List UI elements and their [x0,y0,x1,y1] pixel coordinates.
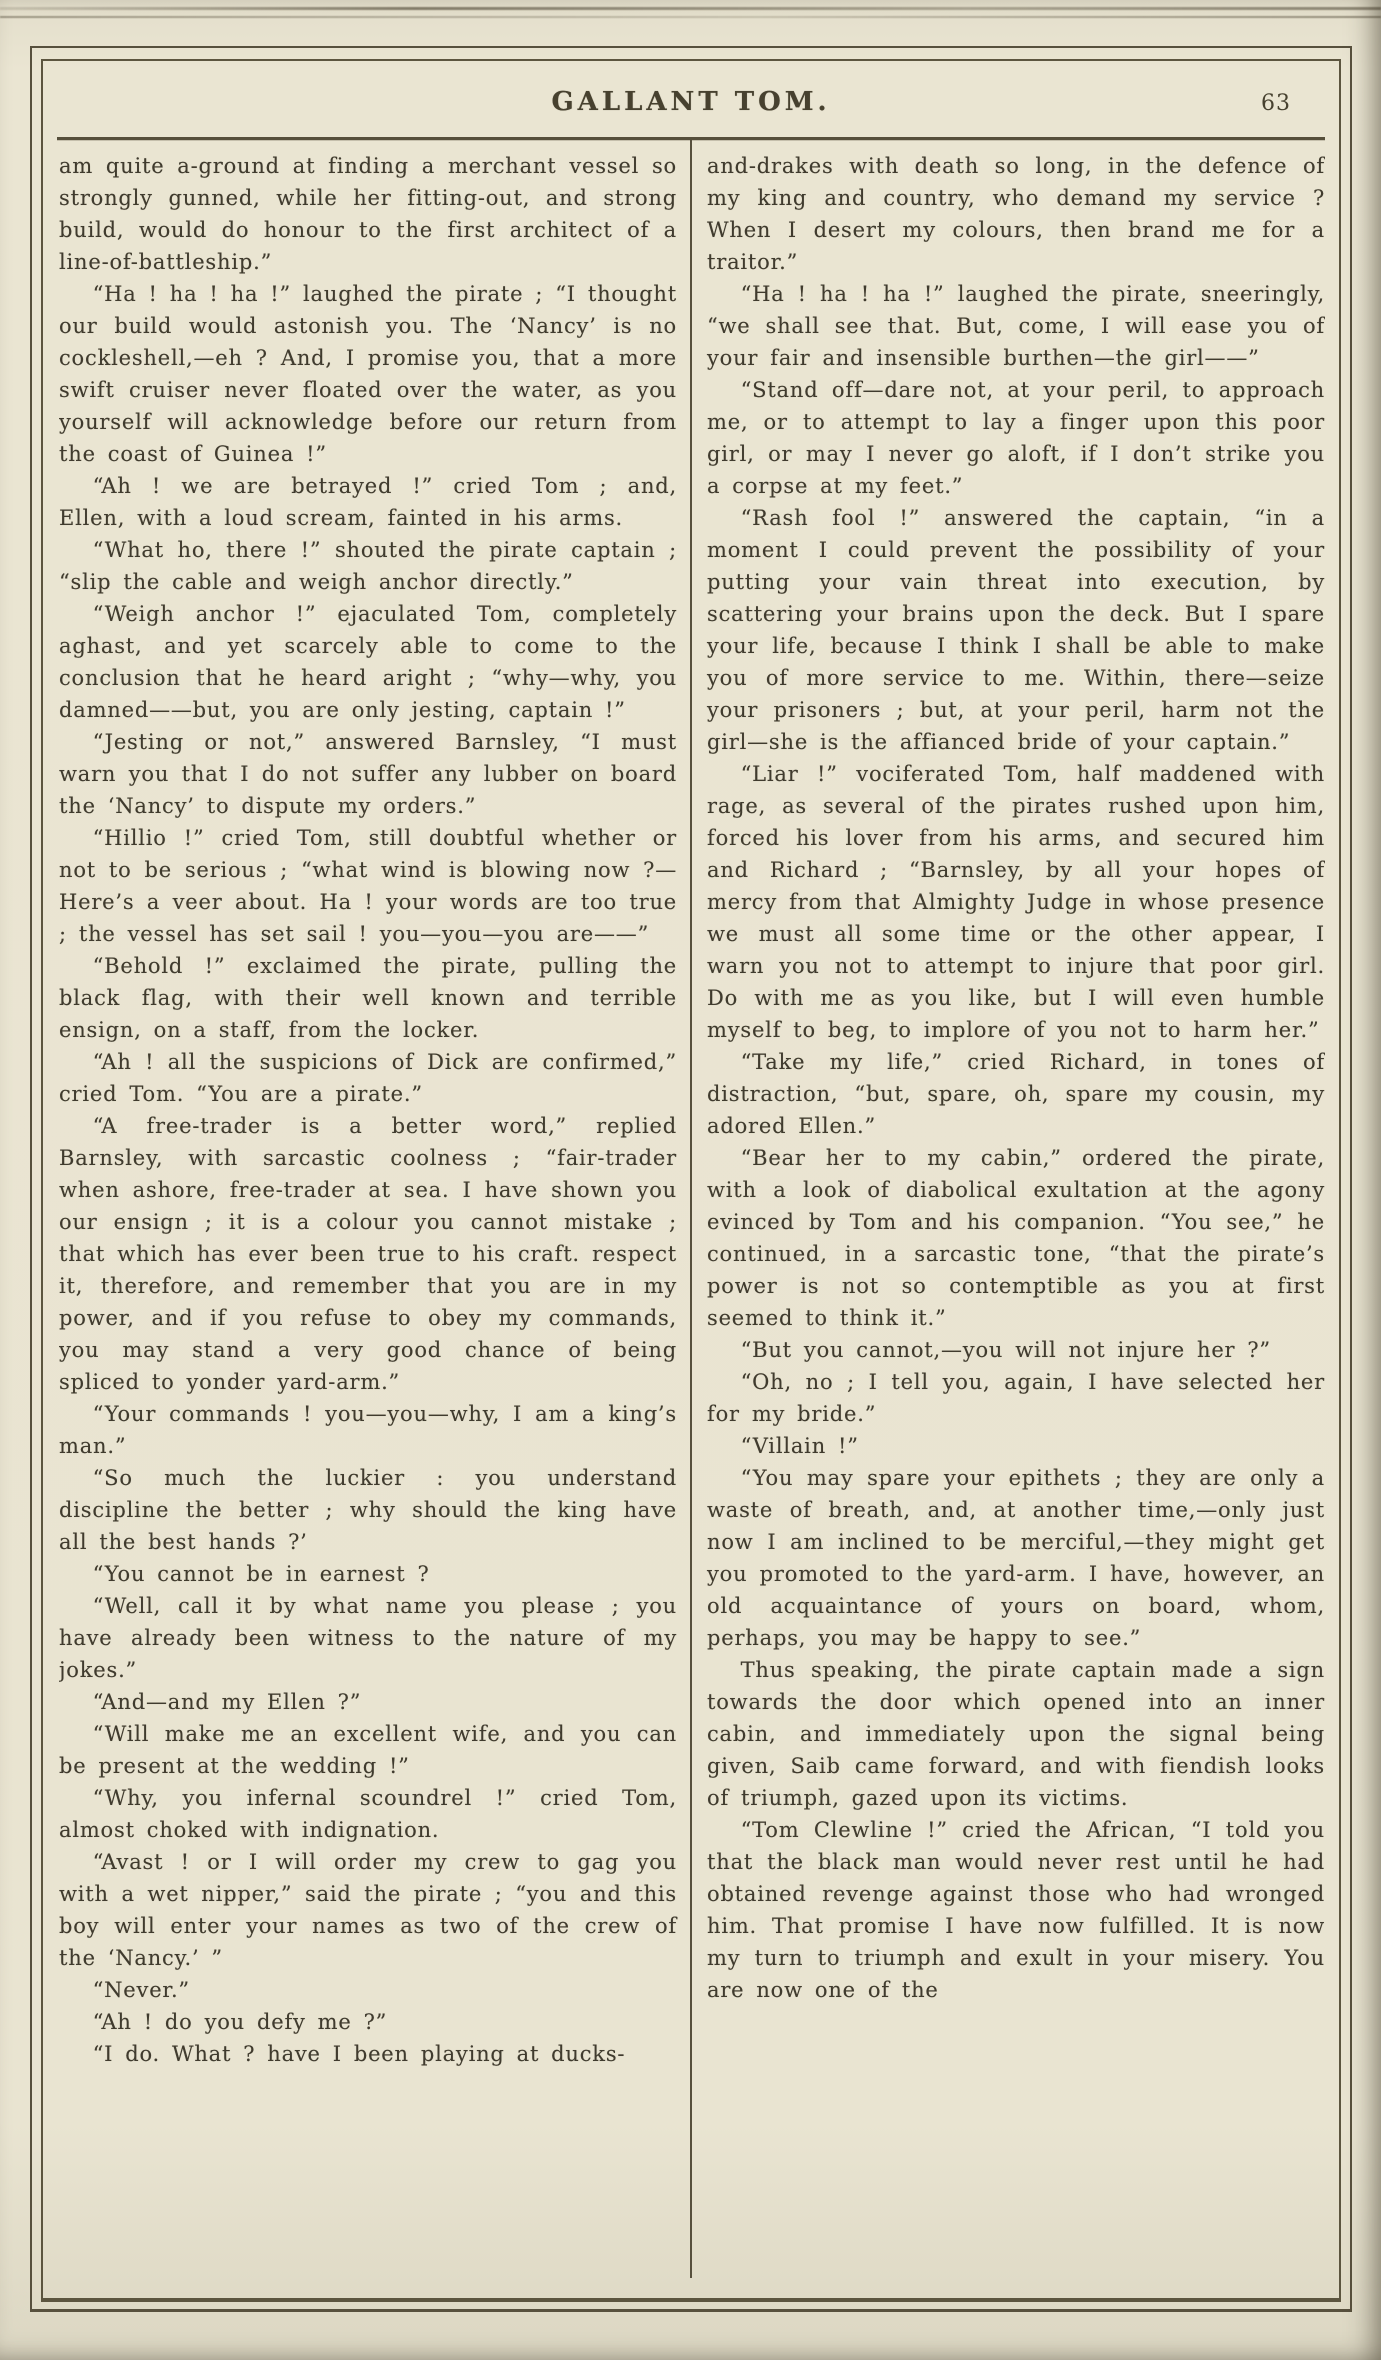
paragraph: “Ha ! ha ! ha !” laughed the pirate, sneeringly, “we shall see that. But, come, I will ease you of your fair and insensible burthen—the girl——” [707,282,1325,370]
paragraph: “Ah ! all the suspicions of Dick are confirmed,” cried Tom. “You are a pirate.” [59,1050,677,1106]
paragraph: am quite a-ground at finding a merchant vessel so strongly gunned, while her fitting-out, and strong build, would do honour to the first architect of a line-of-battleship.” [59,154,677,274]
paragraph: “Ah ! we are betrayed !” cried Tom ; and, Ellen, with a loud scream, fainted in his arms. [59,474,677,530]
paragraph: “You cannot be in earnest ? [92,1562,430,1586]
paragraph: “Your commands ! you—you—why, I am a king’s man.” [59,1402,677,1458]
paragraph: “Liar !” vociferated Tom, half maddened with rage, as several of the pirates rushed upon him, forced his lover from his arms, and secured him and Richard ; “Barnsley, by all your hopes of mercy from that Almighty Judge in whose presence we must all some time or the other appear, I warn you not to attempt to injure that poor girl. Do with me as you like, but I will even humble myself to beg, to implore of you not to harm her.” [707,762,1325,1042]
page-frame-outer [30,46,1352,2312]
paragraph: “Tom Clewline !” cried the African, “I told you that the black man would never rest until he had obtained revenge against those who had wronged him. That promise I have now fulfilled. It is now my turn to triumph and exult in your misery. You are now one of the [707,1818,1325,2002]
paragraph: “Jesting or not,” answered Barnsley, “I must warn you that I do not suffer any lubber on board the ‘Nancy’ to dispute my orders.” [59,730,677,818]
page-frame-inner [41,59,1341,2302]
right-column [692,150,1325,2278]
paragraph: “I do. What ? have I been playing at ducks- [92,2042,626,2066]
paragraph: “Ha ! ha ! ha !” laughed the pirate ; “I thought our build would astonish you. The ‘Nancy’ is no cockleshell,—eh ? And, I promise you, that a more swift cruiser never floated over the water, as you yourself will acknowledge before our return from the coast of Guinea !” [59,282,677,466]
paragraph: “Hillio !” cried Tom, still doubtful whether or not to be serious ; “what wind is blowing now ?—Here’s a veer about. Ha ! your words are too true ; the vessel has set sail ! you—you—you are——” [59,826,677,946]
paragraph: and-drakes with death so long, in the defence of my king and country, who demand my service ? When I desert my colours, then brand me for a traitor.” [707,154,1325,274]
paragraph: “Oh, no ; I tell you, again, I have selected her for my bride.” [707,1370,1325,1426]
page-number: 63 [1261,91,1291,116]
paragraph: Thus speaking, the pirate captain made a sign towards the door which opened into an inner cabin, and immediately upon the signal being given, Saib came forward, and with fiendish looks of triumph, gazed upon its victims. [707,1658,1325,1810]
paragraph: “But you cannot,—you will not injure her ?” [740,1338,1271,1362]
scan-artifact-line [0,16,1381,18]
text-columns [43,140,1339,2278]
paragraph: “And—and my Ellen ?” [92,1690,362,1714]
paragraph: “A free-trader is a better word,” replied Barnsley, with sarcastic coolness ; “fair-trader when ashore, free-trader at sea. I have shown you our ensign ; it is a colour you cannot mistake ; that which has ever been true to his craft. respect it, therefore, and remember that you are in my power, and if you refuse to obey my commands, you may stand a very good chance of being spliced to yonder yard-arm.” [59,1114,677,1394]
paragraph: “Rash fool !” answered the captain, “in a moment I could prevent the possibility of your putting your vain threat into execution, by scattering your brains upon the deck. But I spare your life, because I think I shall be able to make you of more service to me. Within, there—seize your prisoners ; but, at your peril, harm not the girl—she is the affianced bride of your captain.” [707,506,1325,754]
paragraph: “Weigh anchor !” ejaculated Tom, completely aghast, and yet scarcely able to come to the conclusion that he heard aright ; “why—why, you damned——but, you are only jesting, captain !” [59,602,677,722]
left-column [59,150,690,2278]
paragraph: “Behold !” exclaimed the pirate, pulling the black flag, with their well known and terrible ensign, on a staff, from the locker. [59,954,677,1042]
paragraph: “Bear her to my cabin,” ordered the pirate, with a look of diabolical exultation at the agony evinced by Tom and his companion. “You see,” he continued, in a sarcastic tone, “that the pirate’s power is not so contemptible as you at first seemed to think it.” [707,1146,1325,1330]
page-header [43,61,1339,137]
paragraph: “Stand off—dare not, at your peril, to approach me, or to attempt to lay a finger upon this poor girl, or may I never go aloft, if I don’t strike you a corpse at my feet.” [707,378,1325,498]
running-title: GALLANT TOM. [551,87,831,117]
paragraph: “So much the luckier : you understand discipline the better ; why should the king have all the best hands ?’ [59,1466,677,1554]
paragraph: “Ah ! do you defy me ?” [92,2010,388,2034]
paragraph: “Avast ! or I will order my crew to gag you with a wet nipper,” said the pirate ; “you and this boy will enter your names as two of the crew of the ‘Nancy.’ ” [59,1850,677,1970]
paragraph: “What ho, there !” shouted the pirate captain ; “slip the cable and weigh anchor directly.” [59,538,677,594]
scan-artifact-line [0,7,1381,10]
paragraph: “Why, you infernal scoundrel !” cried Tom, almost choked with indignation. [59,1786,677,1842]
paragraph: “Villain !” [740,1434,859,1458]
paragraph: “Never.” [92,1978,190,2002]
paragraph: “Take my life,” cried Richard, in tones of distraction, “but, spare, oh, spare my cousin, my adored Ellen.” [707,1050,1325,1138]
paragraph: “Will make me an excellent wife, and you can be present at the wedding !” [59,1722,677,1778]
paragraph: “Well, call it by what name you please ; you have already been witness to the nature of my jokes.” [59,1594,677,1682]
paragraph: “You may spare your epithets ; they are only a waste of breath, and, at another time,—only just now I am inclined to be merciful,—they might get you promoted to the yard-arm. I have, however, an old acquaintance of yours on board, whom, perhaps, you may be happy to see.” [707,1466,1325,1650]
